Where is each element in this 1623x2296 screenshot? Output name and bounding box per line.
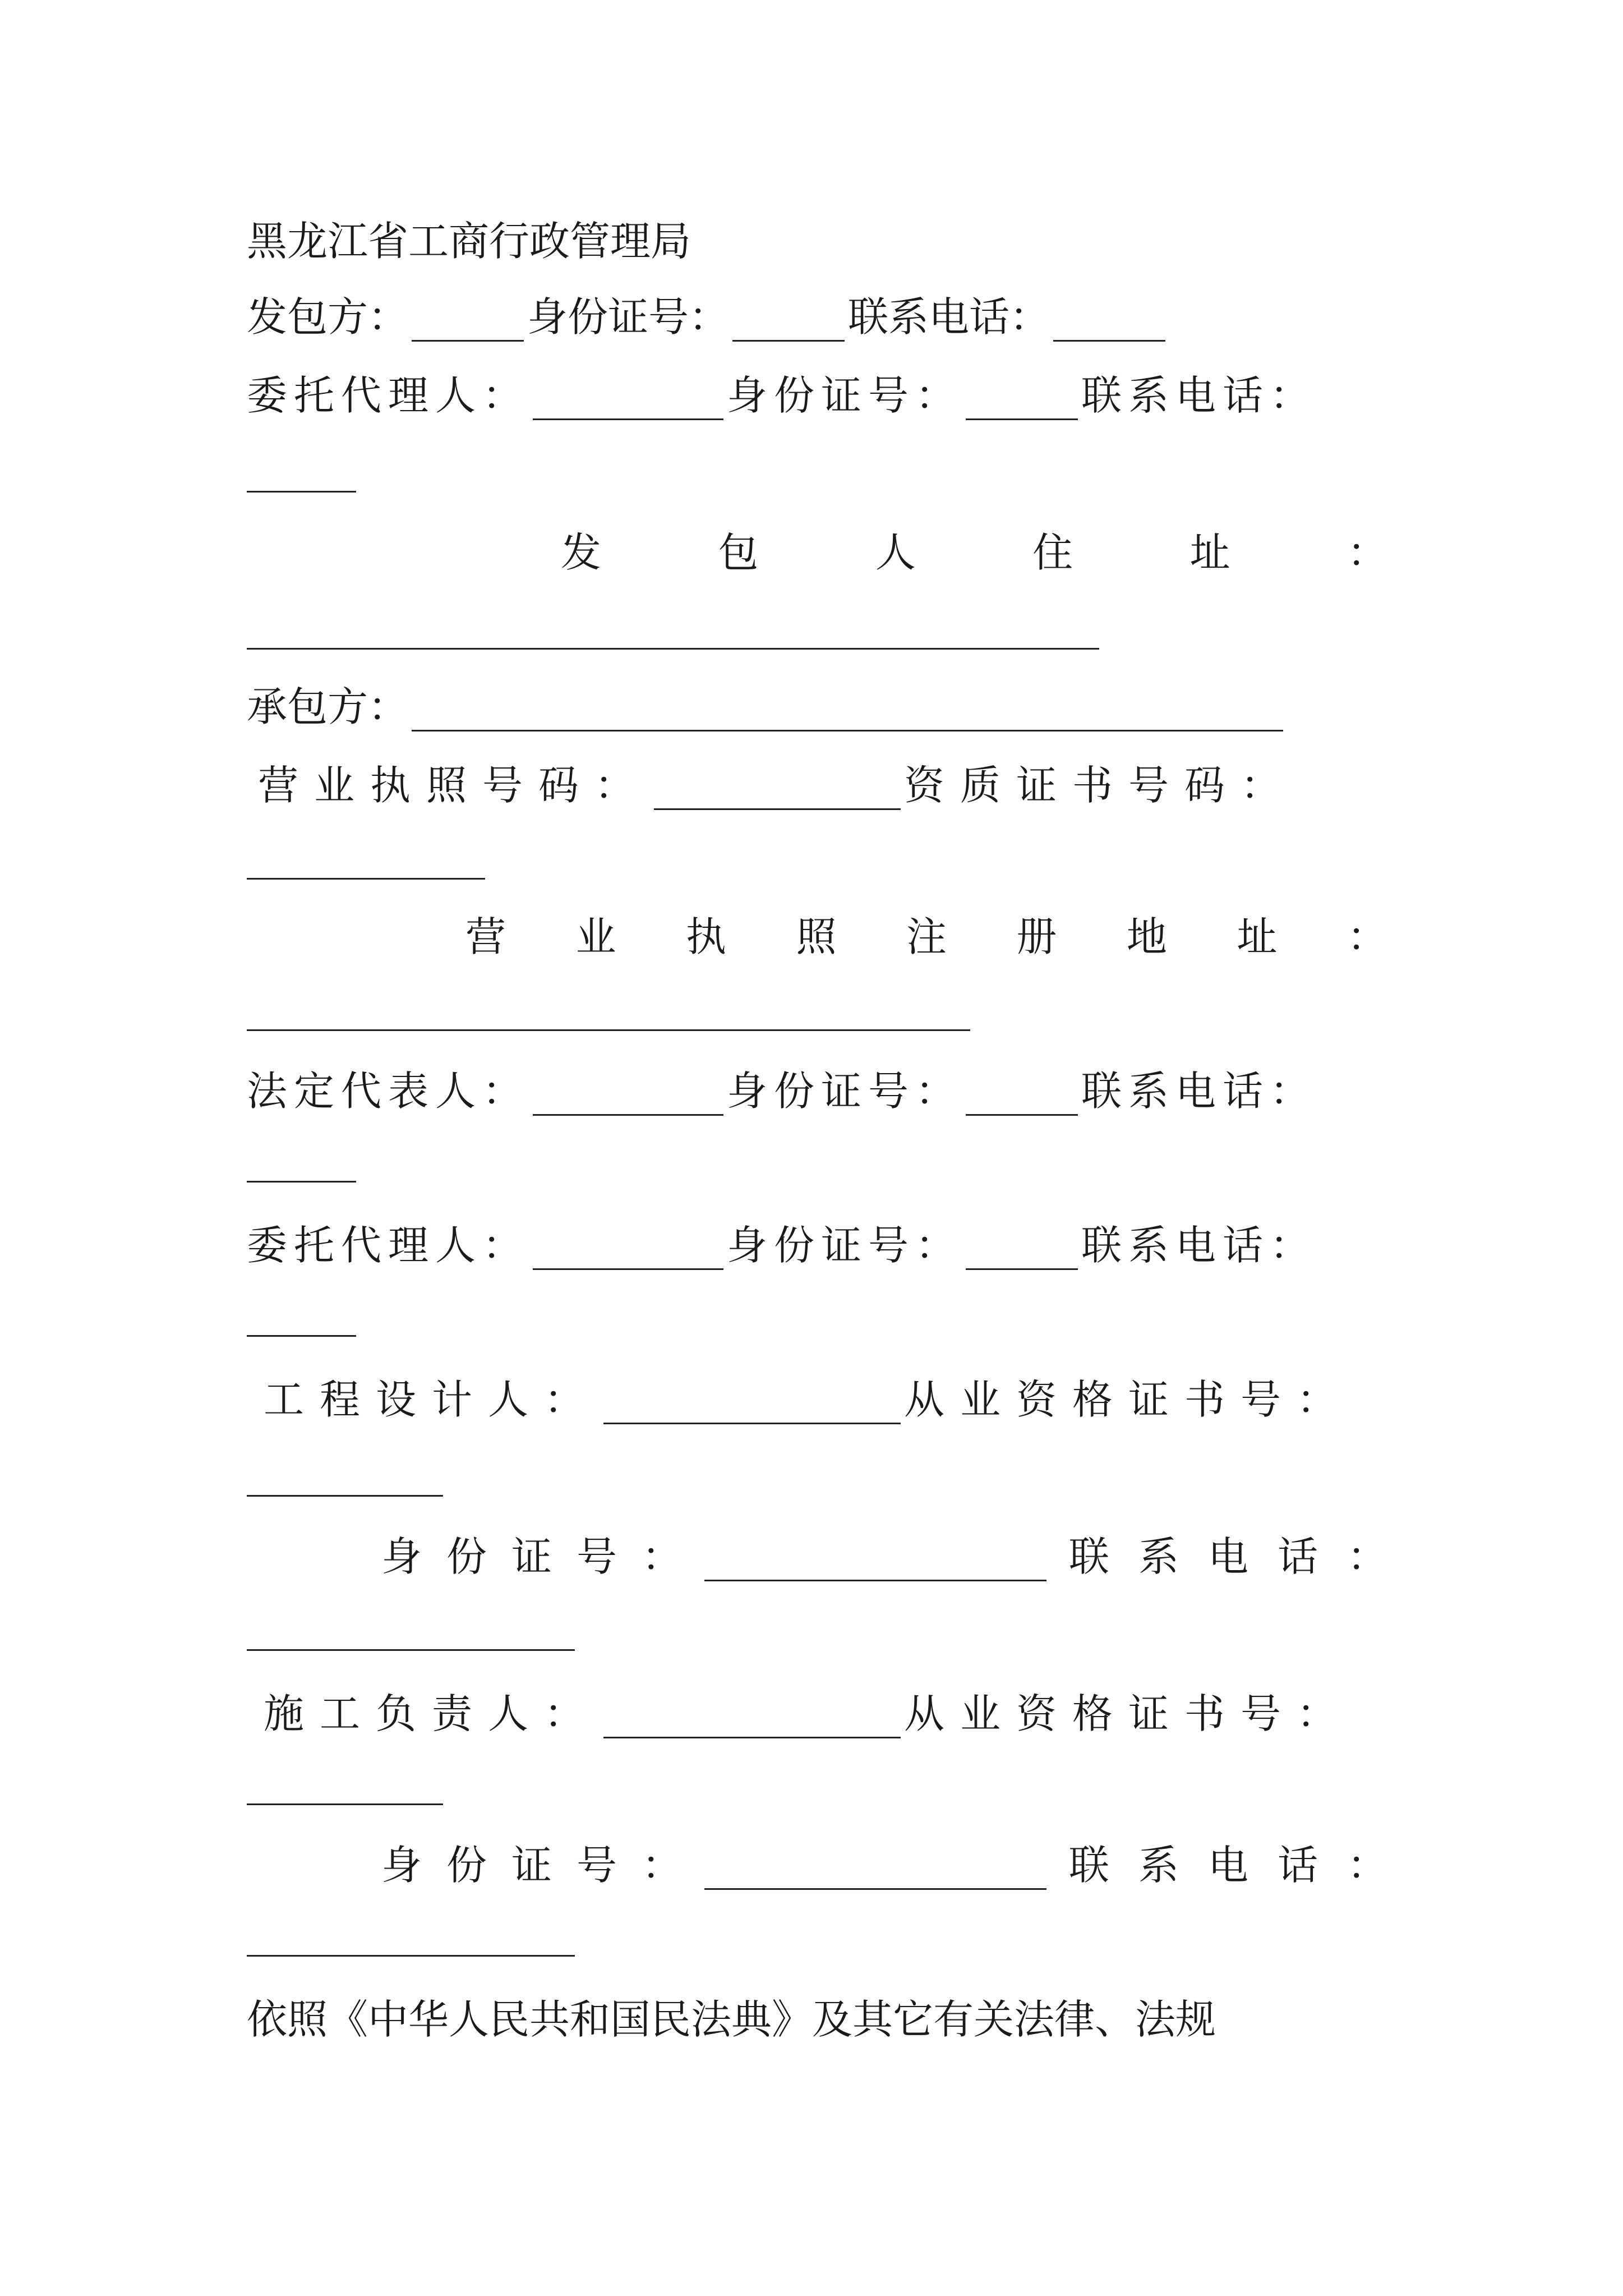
- contractor-agent-label: 委托代理人：: [247, 1222, 530, 1269]
- reg-address-char: ：: [1347, 913, 1387, 960]
- employer-agent-field[interactable]: [533, 378, 723, 420]
- builder-id-char: 身: [381, 1842, 422, 1889]
- contractor-agent-id-field[interactable]: [966, 1228, 1078, 1270]
- address-char: 发: [561, 529, 602, 576]
- designer-cert-label: 从业资格证书号：: [904, 1376, 1353, 1423]
- builder-field[interactable]: [603, 1696, 901, 1738]
- designer-phone-char: ：: [1347, 1533, 1387, 1580]
- employer-id-label: 身份证号：: [527, 293, 730, 341]
- contractor-agent-line: [247, 1212, 1387, 1279]
- reg-address-field[interactable]: [247, 1029, 970, 1031]
- reg-address-char: 执: [685, 913, 726, 960]
- builder-line: [264, 1680, 1387, 1747]
- address-char: 址: [1189, 529, 1230, 576]
- designer-id-char: ：: [642, 1533, 683, 1580]
- address-char: 住: [1032, 529, 1073, 576]
- employer-agent-id-label: 身份证号：: [727, 372, 963, 419]
- contractor-line: [247, 673, 1287, 740]
- contractor-label: 承包方：: [247, 683, 409, 730]
- builder-phone-char: 系: [1138, 1842, 1179, 1889]
- designer-id-char: 证: [511, 1533, 552, 1580]
- designer-id-field[interactable]: [704, 1539, 1046, 1581]
- reg-address-char: 址: [1237, 913, 1278, 960]
- employer-label: 发包方：: [247, 293, 409, 341]
- builder-phone-char: 电: [1207, 1842, 1248, 1889]
- employer-address-line: [561, 519, 1387, 586]
- designer-phone-char: 电: [1207, 1533, 1248, 1580]
- designer-id-char: 身: [381, 1533, 422, 1580]
- qualification-field[interactable]: [247, 878, 485, 880]
- designer-id-line: [381, 1523, 1387, 1590]
- employer-name-field[interactable]: [412, 300, 524, 342]
- contractor-agent-phone-field[interactable]: [247, 1335, 356, 1337]
- employer-agent-phone-label: 联系电话：: [1081, 372, 1317, 419]
- intro-text: 依照《中华人民共和国民法典》及其它有关法律、法规: [247, 1996, 1216, 2043]
- builder-id-char: ：: [642, 1842, 683, 1889]
- license-field[interactable]: [654, 768, 901, 810]
- builder-id-char: 证: [511, 1842, 552, 1889]
- employer-agent-label: 委托代理人：: [247, 372, 530, 419]
- employer-agent-phone-field[interactable]: [247, 491, 356, 493]
- contractor-agent-phone-label: 联系电话：: [1081, 1222, 1317, 1269]
- designer-phone-char: 系: [1138, 1533, 1179, 1580]
- designer-id-char: 号: [577, 1533, 617, 1580]
- designer-phone-char: 话: [1277, 1533, 1318, 1580]
- designer-phone-field[interactable]: [247, 1649, 575, 1651]
- contractor-agent-field[interactable]: [533, 1228, 723, 1270]
- legal-rep-phone-label: 联系电话：: [1081, 1068, 1317, 1115]
- employer-agent-id-field[interactable]: [966, 378, 1078, 420]
- designer-cert-field[interactable]: [247, 1495, 443, 1497]
- designer-line: [264, 1366, 1387, 1433]
- authority-line: [247, 208, 1387, 275]
- address-char: 包: [718, 529, 759, 576]
- reg-address-line: [465, 903, 1387, 970]
- authority-name: 黑龙江省工商行政管理局: [247, 218, 691, 265]
- designer-phone-char: 联: [1068, 1533, 1109, 1580]
- builder-phone-field[interactable]: [247, 1955, 575, 1957]
- contractor-license-line: [258, 752, 1387, 819]
- legal-rep-id-label: 身份证号：: [727, 1068, 963, 1115]
- address-char: ：: [1347, 529, 1387, 576]
- builder-id-field[interactable]: [704, 1848, 1046, 1890]
- address-char: 人: [875, 529, 916, 576]
- designer-id-char: 份: [446, 1533, 487, 1580]
- reg-address-char: 地: [1126, 913, 1167, 960]
- builder-phone-char: 话: [1277, 1842, 1318, 1889]
- legal-rep-id-field[interactable]: [966, 1074, 1078, 1116]
- reg-address-char: 注: [906, 913, 947, 960]
- builder-id-line: [381, 1832, 1387, 1899]
- employer-phone-field[interactable]: [1053, 300, 1165, 342]
- reg-address-char: 照: [796, 913, 837, 960]
- license-label: 营业执照号码：: [258, 762, 651, 809]
- qualification-label: 资质证书号码：: [904, 762, 1297, 809]
- designer-field[interactable]: [603, 1382, 901, 1424]
- reg-address-char: 营: [465, 913, 506, 960]
- builder-phone-char: ：: [1347, 1842, 1387, 1889]
- builder-cert-label: 从业资格证书号：: [904, 1690, 1353, 1737]
- builder-label: 施工负责人：: [264, 1690, 601, 1737]
- employer-agent-line: [247, 362, 1387, 429]
- builder-id-char: 份: [446, 1842, 487, 1889]
- designer-label: 工程设计人：: [264, 1376, 601, 1423]
- reg-address-char: 册: [1016, 913, 1057, 960]
- legal-rep-label: 法定代表人：: [247, 1068, 530, 1115]
- reg-address-char: 业: [575, 913, 616, 960]
- builder-id-char: 号: [577, 1842, 617, 1889]
- intro-paragraph: [247, 1986, 1410, 2053]
- employer-line: [247, 283, 1287, 351]
- contractor-agent-id-label: 身份证号：: [727, 1222, 963, 1269]
- employer-phone-label: 联系电话：: [848, 293, 1050, 341]
- employer-address-field[interactable]: [247, 648, 1099, 650]
- builder-phone-char: 联: [1068, 1842, 1109, 1889]
- legal-rep-field[interactable]: [533, 1074, 723, 1116]
- legal-rep-line: [247, 1057, 1387, 1125]
- contractor-name-field[interactable]: [412, 689, 1283, 731]
- employer-id-field[interactable]: [732, 300, 845, 342]
- legal-rep-phone-field[interactable]: [247, 1181, 356, 1182]
- builder-cert-field[interactable]: [247, 1803, 443, 1805]
